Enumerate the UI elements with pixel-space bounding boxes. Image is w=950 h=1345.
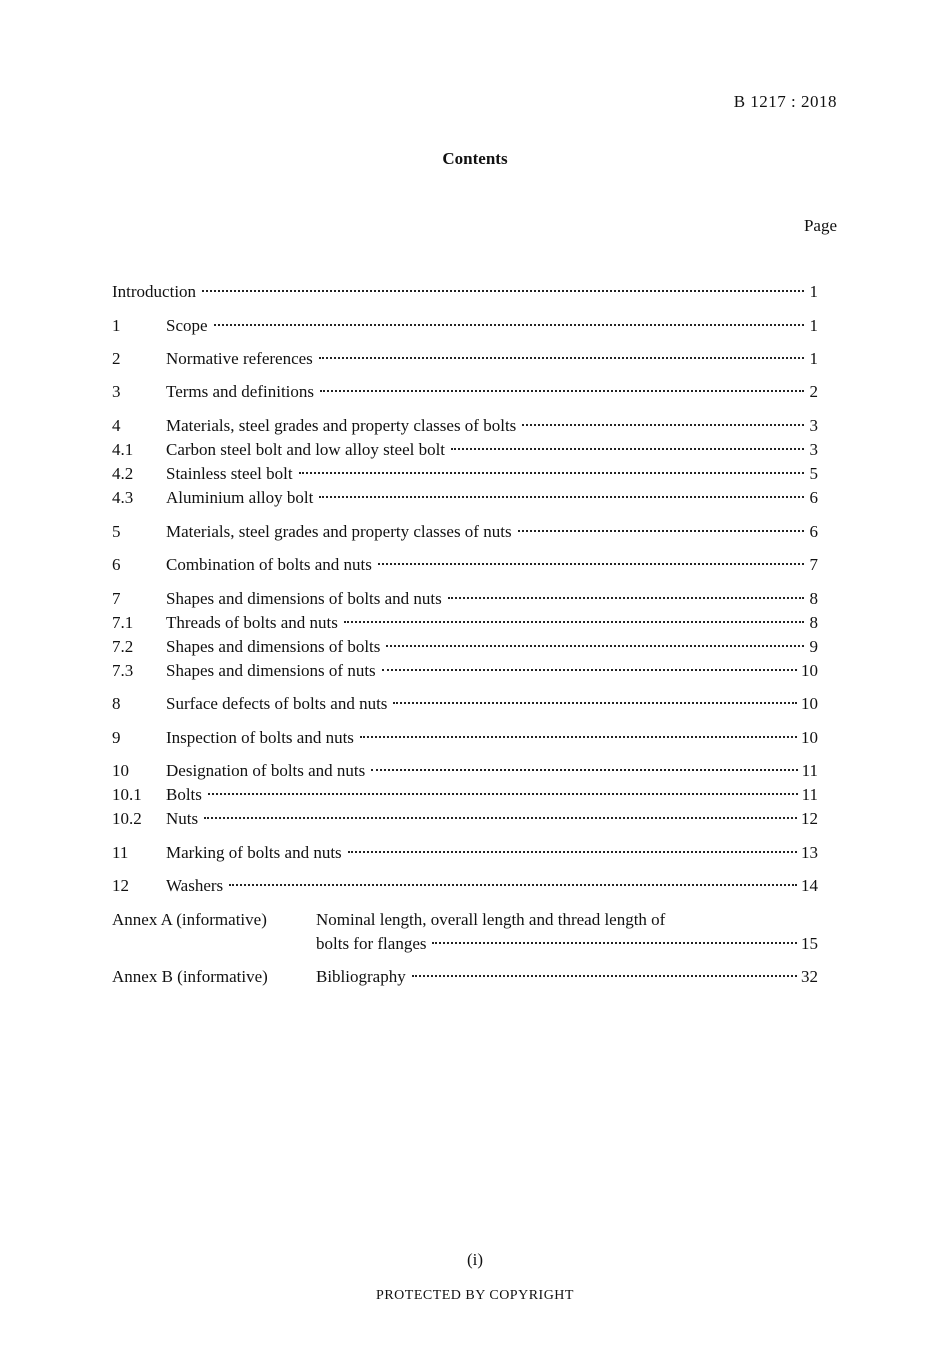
toc-entry-label: Marking of bolts and nuts: [166, 843, 342, 862]
toc-entry-page: 7: [809, 555, 818, 574]
toc-entry-label: Materials, steel grades and property classes of bolts: [166, 416, 517, 435]
toc-entry-label: Nuts: [166, 809, 199, 828]
toc-entry-page: 9: [809, 637, 818, 656]
dot-leader: [448, 596, 804, 599]
toc-entry-number: 5: [112, 522, 121, 541]
toc-entry-label: Bolts: [166, 785, 202, 804]
toc-entry-number: 7.3: [112, 661, 134, 680]
annex-name: Annex B (informative): [112, 967, 268, 986]
toc-entry-page: 1: [809, 349, 818, 368]
toc-entry-page: 11: [801, 761, 818, 780]
toc-entry-10-2[interactable]: [112, 809, 818, 833]
toc-entry-page: 15: [801, 934, 818, 953]
annex-title: Bibliography: [316, 967, 406, 986]
toc-entry-label: Designation of bolts and nuts: [166, 761, 366, 780]
dot-leader: [378, 562, 804, 565]
toc-entry-5[interactable]: [112, 522, 818, 546]
dot-leader: [204, 816, 797, 819]
toc-entry-number: 7.2: [112, 637, 134, 656]
toc-entry-label: Introduction: [112, 282, 197, 301]
toc-entry-8[interactable]: [112, 694, 818, 718]
toc-entry-page: 11: [801, 785, 818, 804]
toc-entry-label: Surface defects of bolts and nuts: [166, 694, 388, 713]
dot-leader: [386, 644, 804, 647]
dot-leader: [518, 529, 804, 532]
toc-entry-number: 9: [112, 728, 121, 747]
dot-leader: [319, 495, 804, 498]
toc-entry-11[interactable]: [112, 843, 818, 867]
toc-entry-4-3[interactable]: [112, 488, 818, 512]
dot-leader: [451, 447, 804, 450]
toc-entry-page: 10: [801, 728, 818, 747]
annex-name: Annex A (informative): [112, 910, 267, 929]
toc-entry-number: 1: [112, 316, 121, 335]
toc-entry-label: Inspection of bolts and nuts: [166, 728, 354, 747]
page-folio: (i): [466, 1250, 484, 1269]
toc-entry-page: 1: [809, 316, 818, 335]
dot-leader: [202, 289, 804, 292]
toc-entry-number: 11: [112, 843, 129, 862]
toc-entry-label: Stainless steel bolt: [166, 464, 293, 483]
toc-entry-10-1[interactable]: [112, 785, 818, 809]
toc-annex-b[interactable]: [112, 967, 818, 991]
dot-leader: [393, 701, 797, 704]
toc-entry-number: 10: [112, 761, 129, 780]
dot-leader: [412, 974, 797, 977]
toc-entry-page: 3: [809, 440, 818, 459]
toc-entry-page: 1: [809, 282, 818, 301]
toc-entry-label: Combination of bolts and nuts: [166, 555, 372, 574]
toc-entry-7-3[interactable]: [112, 661, 818, 685]
toc-entry-3[interactable]: [112, 382, 818, 406]
toc-entry-label: Terms and definitions: [166, 382, 315, 401]
dot-leader: [208, 792, 798, 795]
toc-entry-1[interactable]: [112, 316, 818, 340]
page-title: Contents: [442, 149, 508, 168]
toc-entry-label: Shapes and dimensions of bolts and nuts: [166, 589, 442, 608]
toc-entry-page: 3: [809, 416, 818, 435]
toc-entry-label: Scope: [166, 316, 208, 335]
toc-entry-label: Washers: [166, 876, 224, 895]
toc-entry-page: 10: [801, 661, 818, 680]
toc-annex-a-line2[interactable]: [112, 934, 818, 958]
toc-entry-number: 10.2: [112, 809, 142, 828]
toc-entry-7[interactable]: [112, 589, 818, 613]
toc-entry-7-1[interactable]: [112, 613, 818, 637]
toc-entry-7-2[interactable]: [112, 637, 818, 661]
toc-entry-page: 5: [809, 464, 818, 483]
toc-entry-number: 8: [112, 694, 121, 713]
toc-entry-2[interactable]: [112, 349, 818, 373]
toc-entry-10[interactable]: [112, 761, 818, 785]
toc-entry-label: Threads of bolts and nuts: [166, 613, 338, 632]
toc-entry-page: 14: [801, 876, 818, 895]
toc-entry-label: Aluminium alloy bolt: [166, 488, 314, 507]
dot-leader: [371, 768, 797, 771]
toc-entry-number: 12: [112, 876, 129, 895]
toc-entry-label: Normative references: [166, 349, 313, 368]
dot-leader: [344, 620, 804, 623]
toc-entry-9[interactable]: [112, 728, 818, 752]
toc-entry-6[interactable]: [112, 555, 818, 579]
toc-entry-number: 4.1: [112, 440, 134, 459]
dot-leader: [382, 668, 797, 671]
dot-leader: [360, 735, 797, 738]
toc-entry-number: 10.1: [112, 785, 142, 804]
toc-entry-label: Materials, steel grades and property classes of nuts: [166, 522, 512, 541]
standard-id: B 1217 : 2018: [733, 92, 837, 111]
toc-entry-4-2[interactable]: [112, 464, 818, 488]
toc-entry-page: 32: [801, 967, 818, 986]
toc-entry-number: 4.2: [112, 464, 134, 483]
annex-title-line1: Nominal length, overall length and thread length of: [316, 910, 666, 929]
toc-entry-number: 7.1: [112, 613, 134, 632]
dot-leader: [299, 471, 804, 474]
dot-leader: [522, 423, 804, 426]
toc-entry-number: 6: [112, 555, 121, 574]
dot-leader: [214, 323, 804, 326]
toc-entry-page: 13: [801, 843, 818, 862]
dot-leader: [229, 883, 797, 886]
toc-entry-number: 3: [112, 382, 121, 401]
toc-entry-page: 10: [801, 694, 818, 713]
toc-entry-page: 8: [809, 589, 818, 608]
toc-entry-label: Carbon steel bolt and low alloy steel bolt: [166, 440, 446, 459]
page-column-label: Page: [803, 216, 837, 235]
toc-entry-number: 4.3: [112, 488, 134, 507]
dot-leader: [432, 941, 797, 944]
toc-entry-4[interactable]: [112, 416, 818, 440]
toc-entry-page: 8: [809, 613, 818, 632]
toc-entry-page: 6: [809, 522, 818, 541]
dot-leader: [348, 850, 797, 853]
toc-entry-number: 4: [112, 416, 121, 435]
toc-entry-12[interactable]: [112, 876, 818, 900]
toc-entry-number: 7: [112, 589, 121, 608]
toc-entry-page: 6: [809, 488, 818, 507]
toc-entry-page: 12: [801, 809, 818, 828]
toc-entry-label: Shapes and dimensions of nuts: [166, 661, 376, 680]
copyright-notice: PROTECTED BY COPYRIGHT: [376, 1288, 574, 1303]
toc-entry-number: 2: [112, 349, 121, 368]
dot-leader: [319, 356, 804, 359]
annex-title-line2: bolts for flanges: [316, 934, 427, 953]
toc-entry-label: Shapes and dimensions of bolts: [166, 637, 381, 656]
toc-entry-page: 2: [809, 382, 818, 401]
toc-annex-a-line1[interactable]: [112, 910, 818, 934]
toc-entry-introduction[interactable]: [112, 282, 818, 306]
toc-entry-4-1[interactable]: [112, 440, 818, 464]
dot-leader: [320, 389, 804, 392]
